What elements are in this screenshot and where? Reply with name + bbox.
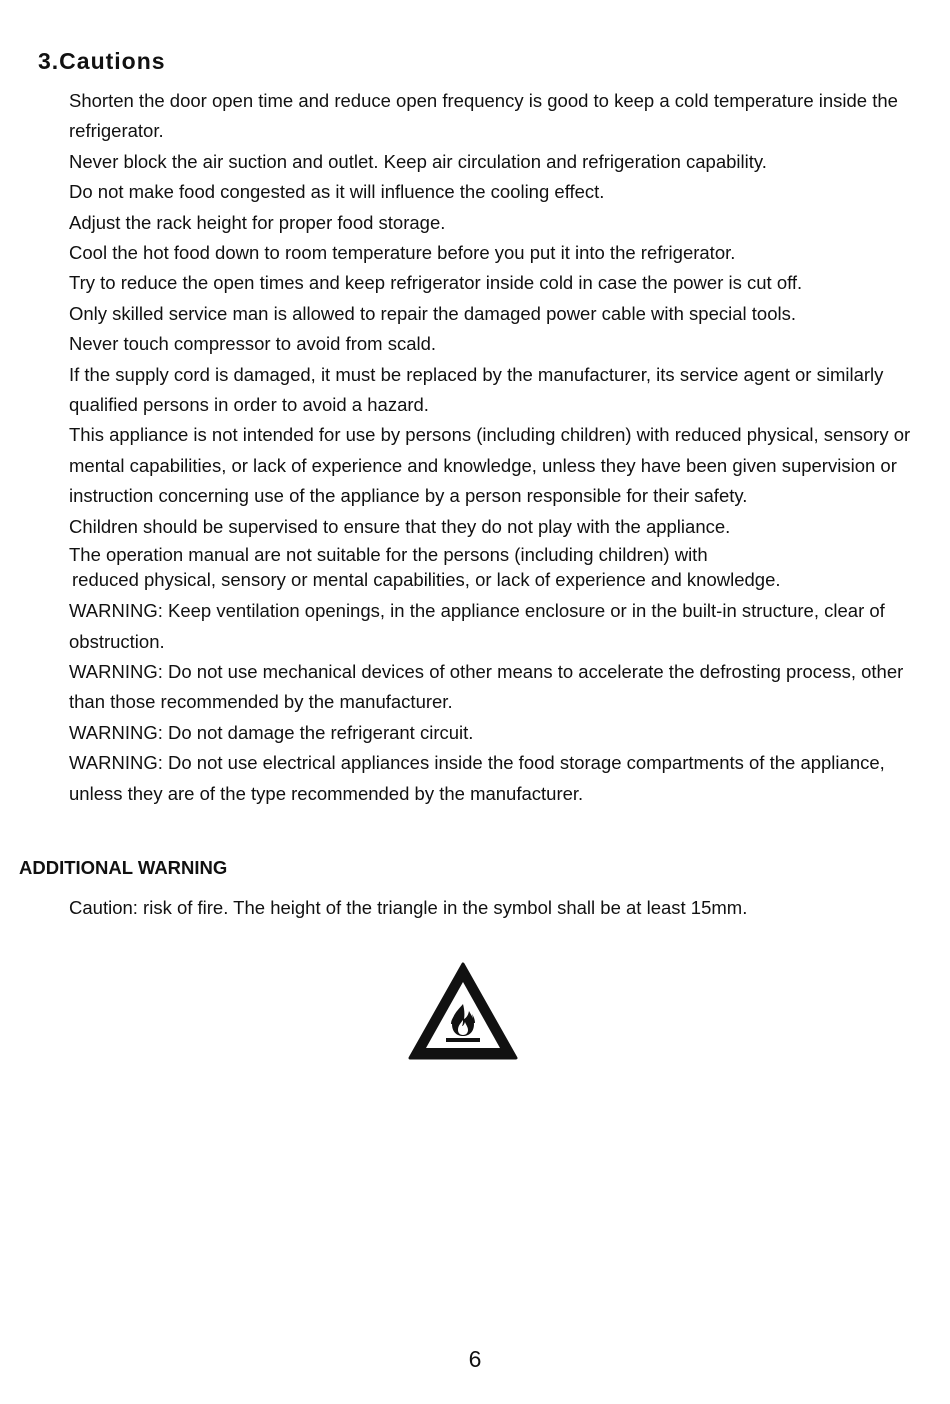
caution-item-children: Children should be supervised to ensure that they do not play with the appliance.: [69, 515, 731, 537]
warning-item-electrical: WARNING: Do not use electrical appliances inside the food storage compartments of the appliance, unless they are of the type recommended by the manufacturer.: [69, 752, 885, 804]
additional-warning-heading: ADDITIONAL WARNING: [19, 857, 228, 878]
caution-item-door-open: Shorten the door open time and reduce open frequency is good to keep a cold temperature inside the refrigerator.: [69, 90, 898, 142]
warning-item-refrigerant: WARNING: Do not damage the refrigerant circuit.: [69, 721, 474, 743]
caution-item-supply-cord: If the supply cord is damaged, it must be replaced by the manufacturer, its service agent or similarly qualified persons in order to avoid a hazard.: [69, 363, 884, 416]
operation-manual-line-2: reduced physical, sensory or mental capabilities, or lack of experience and knowledge.: [72, 569, 781, 591]
caution-item-hot-food: Cool the hot food down to room temperature before you put it into the refrigerator.: [69, 242, 736, 264]
section-title: 3.Cautions: [38, 48, 166, 74]
caution-item-power-cable: Only skilled service man is allowed to repair the damaged power cable with special tools.: [69, 302, 796, 324]
warning-item-defrosting: WARNING: Do not use mechanical devices of other means to accelerate the defrosting process, other than those recommended by the manufacturer.: [69, 660, 904, 713]
operation-manual-line-1: The operation manual are not suitable for the persons (including children) with: [69, 544, 708, 566]
warning-item-ventilation: WARNING: Keep ventilation openings, in the appliance enclosure or in the built-in structure, clear of obstruction.: [69, 600, 885, 652]
cautions-list: [69, 86, 929, 809]
fire-warning-triangle-icon: [406, 960, 520, 1064]
additional-warning-text: Caution: risk of fire. The height of the triangle in the symbol shall be at least 15mm.: [69, 897, 748, 918]
caution-item-power-cut: Try to reduce the open times and keep refrigerator inside cold in case the power is cut off.: [69, 272, 803, 294]
page-number: 6: [468, 1346, 482, 1372]
caution-item-reduced-capabilities: This appliance is not intended for use by persons (including children) with reduced physical, sensory or mental capabilities, or lack of experience and knowledge, unless they have been given supervision or instruction concerning use of the appliance by a person responsible for their safety.: [69, 424, 911, 507]
caution-item-operation-manual: [69, 542, 929, 592]
caution-item-rack-height: Adjust the rack height for proper food storage.: [69, 211, 446, 233]
caution-item-food-congested: Do not make food congested as it will influence the cooling effect.: [69, 181, 605, 203]
caution-item-air-suction: Never block the air suction and outlet. Keep air circulation and refrigeration capability.: [69, 150, 767, 172]
caution-item-compressor: Never touch compressor to avoid from scald.: [69, 333, 437, 355]
